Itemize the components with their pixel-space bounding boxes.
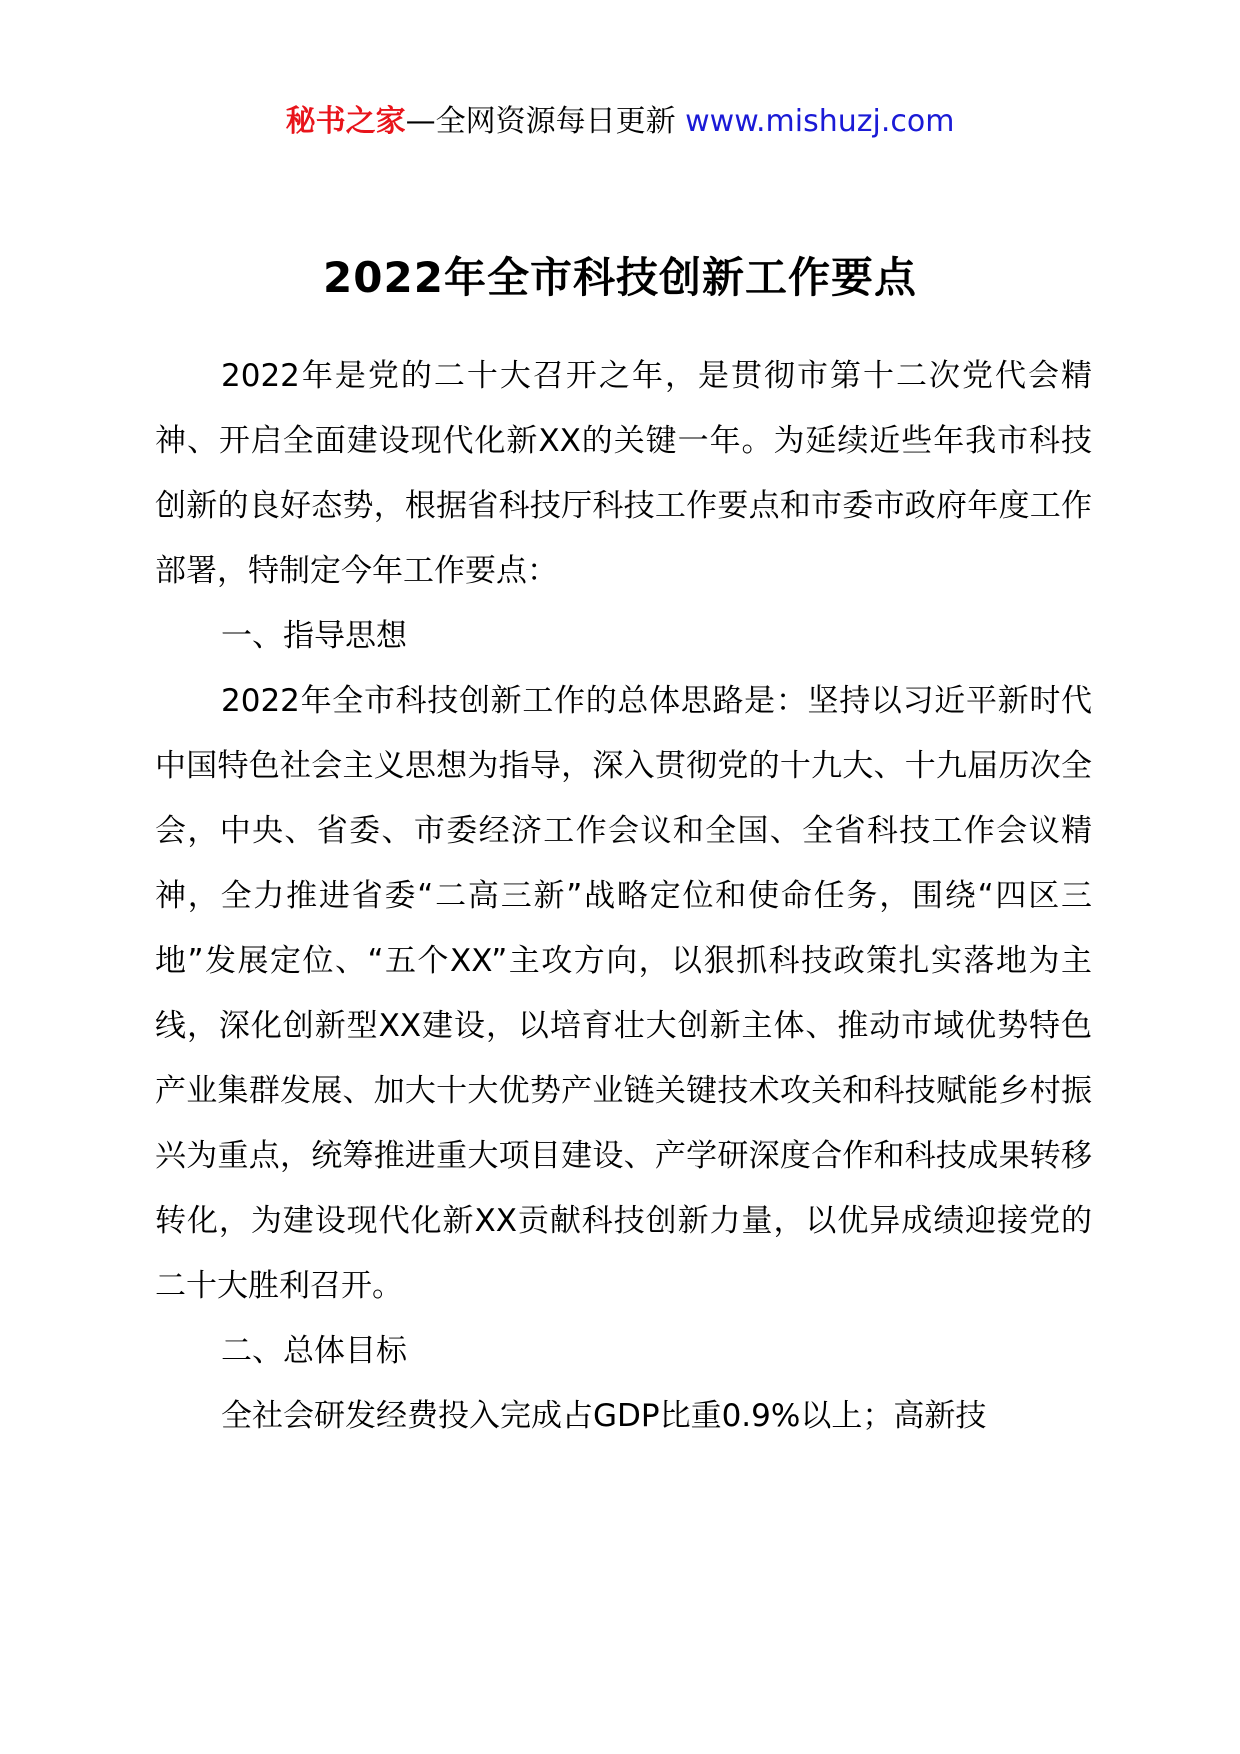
overall-goals-paragraph: 全社会研发经费投入完成占GDP比重0.9%以上；高新技: [221, 1398, 987, 1434]
section-heading-overall-goals: 二、总体目标: [221, 1333, 407, 1369]
guiding-ideology-paragraph: 2022年全市科技创新工作的总体思路是：坚持以习近平新时代中国特色社会主义思想为指导，深入贯彻党的十九大、十九届历次全会，中央、省委、市委经济工作会议和全国、全省科技工作会议精神，全力推进省委“二高三新”战略定位和使命任务，围绕“四区三地”发展定位、“五个XX”主攻方向，以狠抓科技政策扎实落地为主线，深化创新型XX建设，以培育壮大创新主体、推动市域优势特色产业集群发展、加大十大优势产业链关键技术攻关和科技赋能乡村振兴为重点，统筹推进重大项目建设、产学研深度合作和科技成果转移转化，为建设现代化新XX贡献科技创新力量，以优异成绩迎接党的二十大胜利召开。: [155, 683, 1092, 1304]
site-tagline: —全网资源每日更新: [405, 104, 676, 139]
section-heading-guiding-ideology: 一、指导思想: [221, 618, 407, 654]
site-brand: 秘书之家: [285, 104, 406, 139]
site-header: [0, 100, 1240, 144]
site-url-link[interactable]: www.mishuzj.com: [685, 104, 955, 139]
document-body: [155, 344, 1092, 1449]
intro-paragraph: 2022年是党的二十大召开之年，是贯彻市第十二次党代会精神、开启全面建设现代化新XX的关键一年。为延续近些年我市科技创新的良好态势，根据省科技厅科技工作要点和市委市政府年度工作部署，特制定今年工作要点：: [155, 358, 1092, 589]
document-title: 2022年全市科技创新工作要点: [323, 253, 917, 302]
